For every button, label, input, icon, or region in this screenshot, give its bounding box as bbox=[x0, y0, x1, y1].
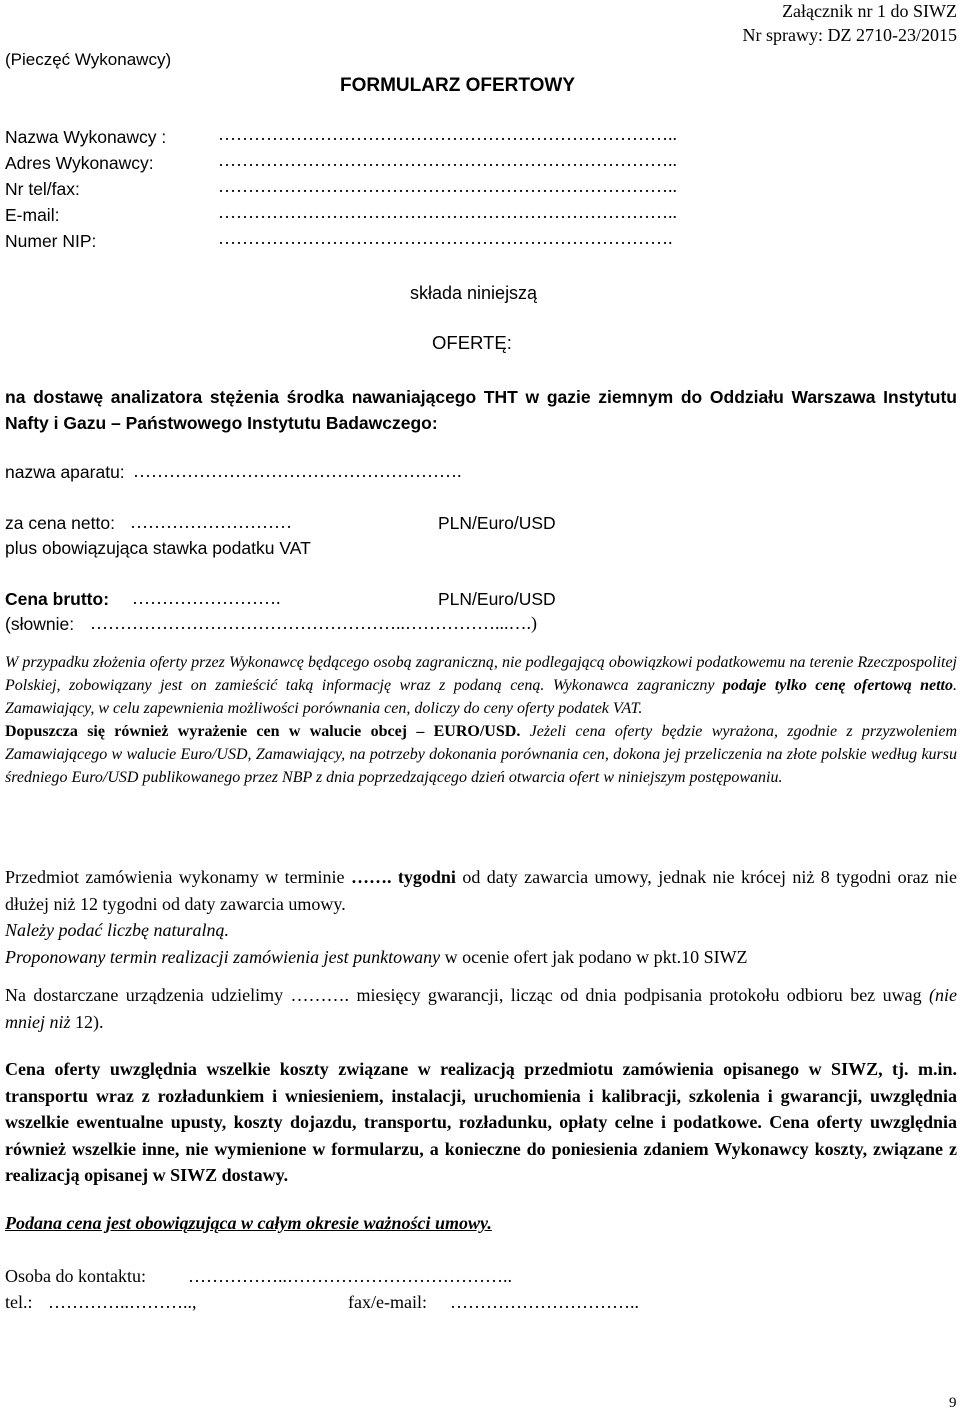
vat-text: plus obowiązująca stawka podatku VAT bbox=[5, 538, 311, 558]
stamp-label: (Pieczęć Wykonawcy) bbox=[5, 50, 172, 69]
fax-email-field[interactable]: ………………………….. bbox=[450, 1292, 639, 1312]
contractor-nip-label: Numer NIP: bbox=[5, 231, 97, 251]
costs-text: Cena oferty uwzględnia wszelkie koszty związane w realizacją przedmiotu zamówienia opisanego w SIWZ, tj. m.in. transportu wraz z rozładunkiem i wniesieniem, instalacji, uruchomienia i kalibracji, szkolenia i gwarancji, uwzględnia wszelkie ewentualne upusty, koszty dojazdu, transportu, rozładunku, opłaty celne i podatkowe. Cena oferty uwzględnia również wszelkie inne, nie wymienione w formularzu, a konieczne do poniesienia zdaniem Wykonawcy koszty, związane z realizacją opisanej w SIWZ dostawy. bbox=[5, 1059, 957, 1185]
contact-person-label: Osoba do kontaktu: bbox=[5, 1266, 146, 1286]
contractor-nip-field[interactable]: …………………………………………………………………. bbox=[218, 228, 673, 248]
validity-note: Podana cena jest obowiązująca w całym okresie ważności umowy. bbox=[5, 1213, 492, 1233]
contractor-address-label: Adres Wykonawcy: bbox=[5, 153, 154, 173]
gross-price-field[interactable]: ……………………. bbox=[132, 588, 281, 608]
warranty-terms: Na dostarczane urządzenia udzielimy ………. miesięcy gwarancji, licząc od dnia podpisania protokołu odbioru bez uwag (nie mniej niż 12). bbox=[5, 985, 957, 1032]
contact-person-field[interactable]: ……………..……………………………….. bbox=[188, 1266, 512, 1286]
gross-currency: PLN/Euro/USD bbox=[438, 589, 556, 609]
case-number: Nr sprawy: DZ 2710-23/2015 bbox=[742, 25, 957, 45]
form-title: FORMULARZ OFERTOWY bbox=[340, 75, 576, 96]
contractor-address-field[interactable]: ………………………………………………………………….. bbox=[218, 150, 677, 170]
gross-price-label: Cena brutto: bbox=[5, 589, 110, 609]
device-name-label: nazwa aparatu: bbox=[5, 462, 125, 482]
delivery-terms: Przedmiot zamówienia wykonamy w terminie ……. tygodni od daty zawarcia umowy, jednak nie krócej niż 8 tygodni oraz nie dłużej niż 12 tygodni od daty zawarcia umowy. Należy podać liczbę naturalną. Proponowany termin realizacji zamówienia jest punktowany w ocenie ofert jak podano w pkt.10 SIWZ bbox=[5, 867, 957, 967]
offer-heading: OFERTĘ: bbox=[432, 332, 512, 353]
page-number: 9 bbox=[949, 1395, 957, 1411]
offer-subject: na dostawę analizatora stężenia środka nawaniającego THT w gazie ziemnym do Oddziału Warszawa Instytutu Nafty i Gazu – Państwowego Instytutu Badawczego: bbox=[5, 387, 957, 433]
in-words-field[interactable]: ……………………………………………..……………...….) bbox=[90, 613, 537, 633]
fax-email-label: fax/e-mail: bbox=[348, 1292, 427, 1312]
submits-text: składa niniejszą bbox=[410, 283, 538, 303]
contractor-phone-field[interactable]: ………………………………………………………………….. bbox=[218, 176, 677, 196]
contractor-name-label: Nazwa Wykonawcy : bbox=[5, 127, 167, 147]
contractor-email-label: E-mail: bbox=[5, 205, 60, 225]
device-name-field[interactable]: ………………………………………………. bbox=[133, 461, 462, 481]
contractor-email-field[interactable]: ………………………………………………………………….. bbox=[218, 202, 677, 222]
tel-label: tel.: bbox=[5, 1292, 33, 1312]
contractor-phone-label: Nr tel/fax: bbox=[5, 179, 80, 199]
in-words-label: (słownie: bbox=[5, 614, 75, 634]
net-price-label: za cena netto: bbox=[5, 513, 115, 533]
contractor-name-field[interactable]: ………………………………………………………………….. bbox=[218, 124, 677, 144]
net-price-field[interactable]: ……………………… bbox=[130, 512, 292, 532]
tel-field[interactable]: …………..……….., bbox=[48, 1292, 197, 1312]
net-currency: PLN/Euro/USD bbox=[438, 513, 556, 533]
foreign-notice: W przypadku złożenia oferty przez Wykonawcę będącego osobą zagraniczną, nie podlegającą obowiązkowi podatkowemu na terenie Rzeczpospolitej Polskiej, zobowiązany jest on zamieścić taką informację wraz z podaną ceną. Wykonawca zagraniczny podaje tylko cenę ofertową netto. Zamawiający, w celu zapewnienia możliwości porównania cen, doliczy do ceny oferty podatek VAT. Dopuszcza się również wyrażenie cen w walucie obcej – EURO/USD. Jeżeli cena oferty będzie wyrażona, zgodnie z przyzwoleniem Zamawiającego w walucie Euro/USD, Zamawiający, na potrzeby dokonania porównania cen, dokona jej przeliczenia na złote polskie według kursu średniego Euro/USD publikowanego przez NBP z dnia poprzedzającego dzień otwarcia ofert w niniejszym postępowaniu. bbox=[5, 654, 958, 786]
attachment-label: Załącznik nr 1 do SIWZ bbox=[782, 1, 957, 21]
